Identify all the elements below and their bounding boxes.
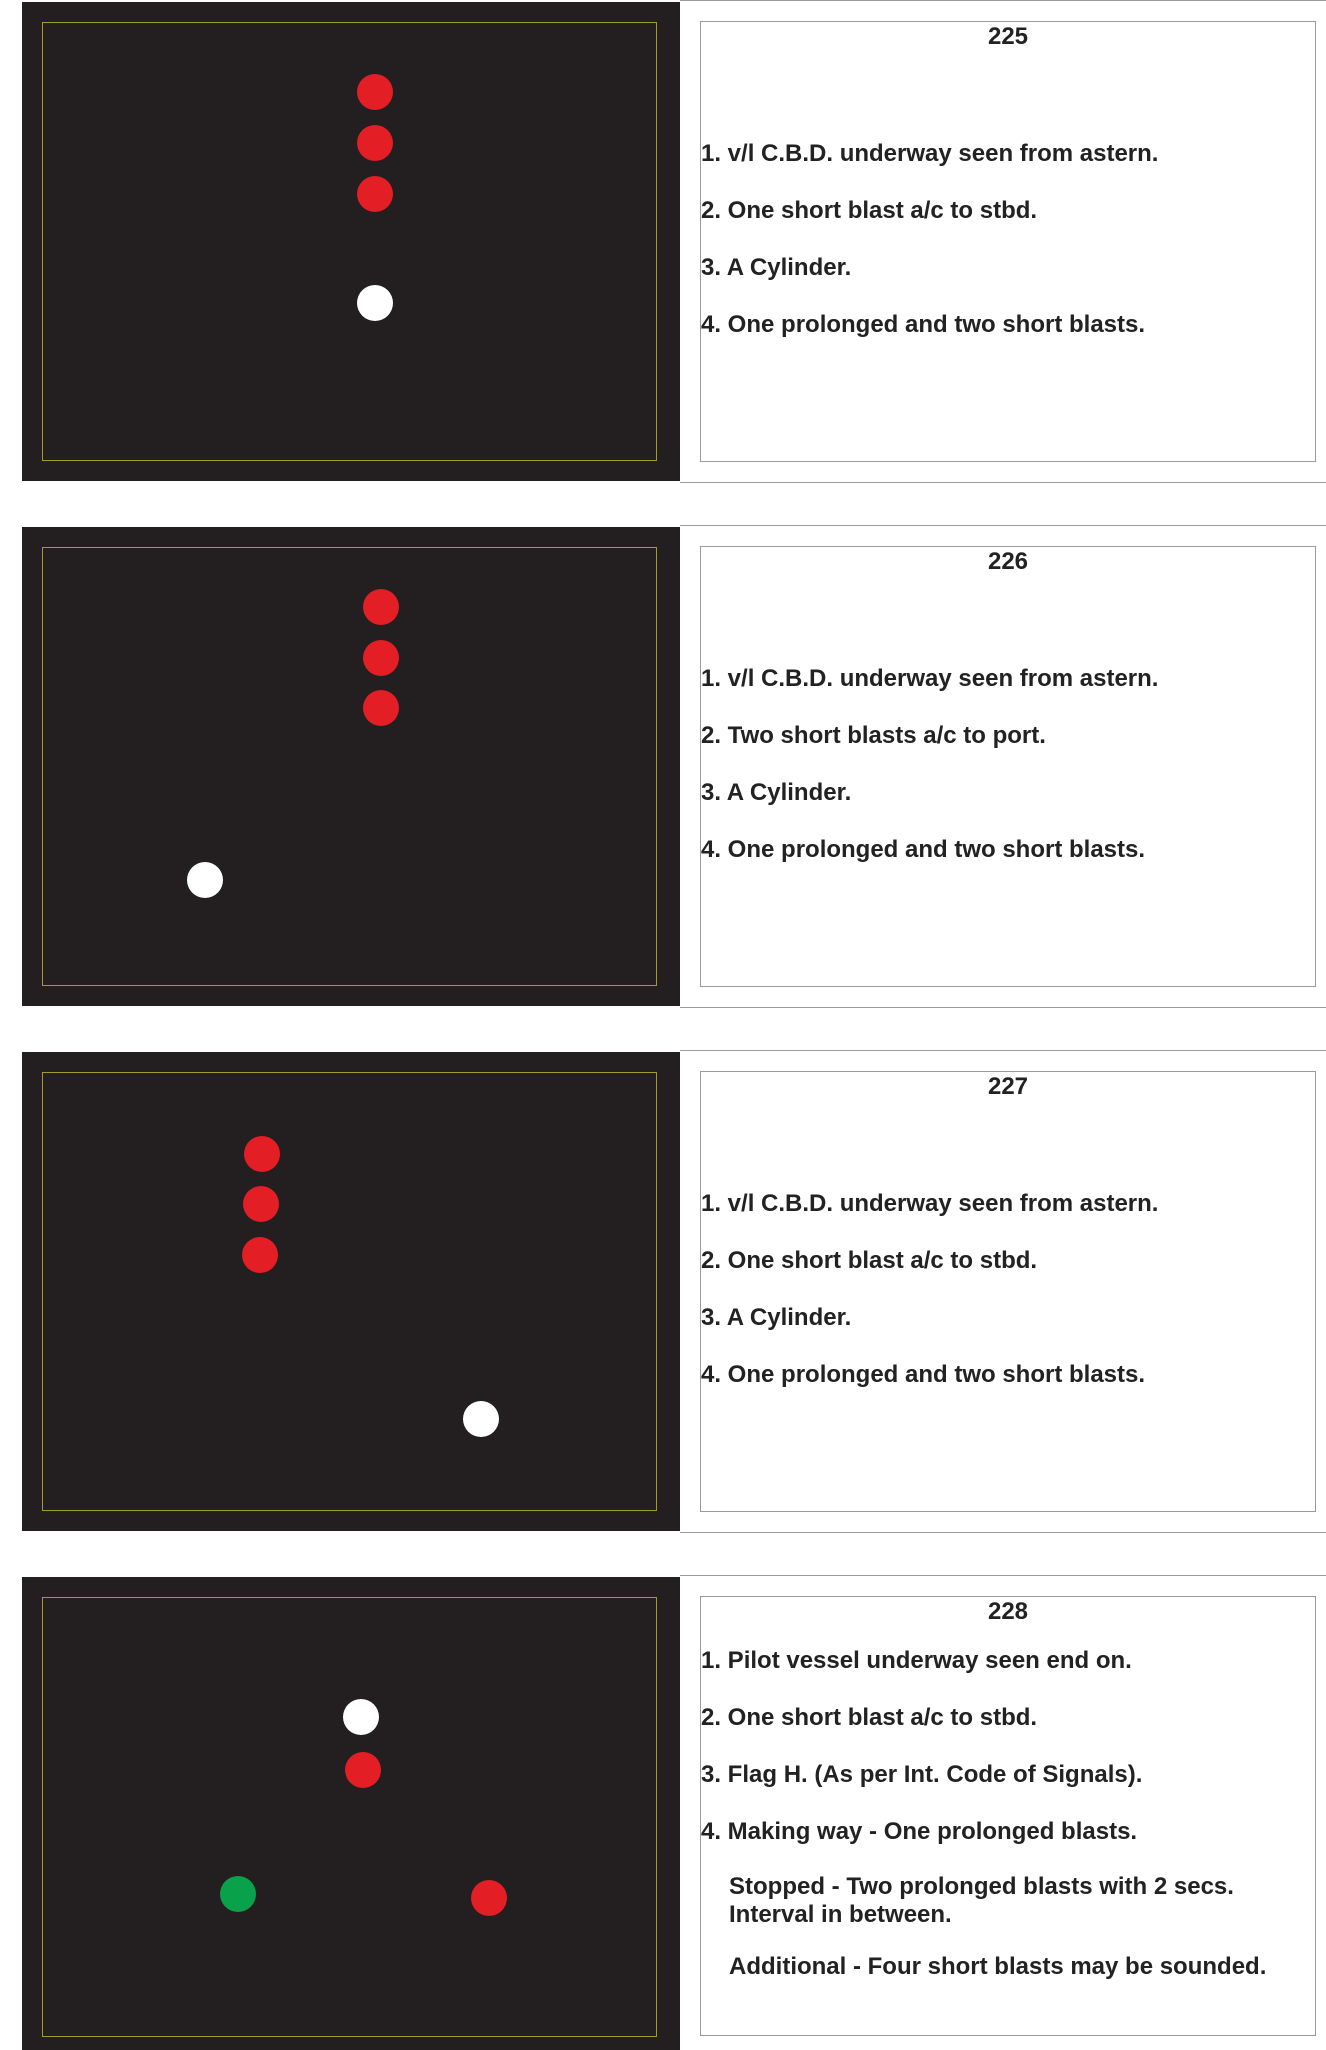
light-frame [42, 1072, 657, 1511]
answer-item: 3. Flag H. (As per Int. Code of Signals). [701, 1761, 1143, 1788]
answer-item: 1. v/l C.B.D. underway seen from astern. [701, 140, 1159, 167]
answer-list [701, 140, 1315, 368]
light-frame [42, 22, 657, 461]
red-light [244, 1136, 280, 1172]
red-light [345, 1752, 381, 1788]
card-226 [22, 525, 1326, 1008]
card-number: 228 [987, 1598, 1029, 1625]
answer-item: 2. One short blast a/c to stbd. [701, 1704, 1038, 1731]
answer-box [700, 546, 1316, 987]
red-light [363, 589, 399, 625]
card-225 [22, 0, 1326, 483]
light-panel [22, 527, 680, 1006]
answer-item: 4. One prolonged and two short blasts. [701, 1361, 1146, 1388]
red-light [357, 176, 393, 212]
white-light [463, 1401, 499, 1437]
red-light [363, 690, 399, 726]
red-light [243, 1186, 279, 1222]
answer-item: 4. Making way - One prolonged blasts. [701, 1818, 1138, 1845]
answer-box [700, 21, 1316, 462]
text-panel [680, 1575, 1326, 2048]
answer-extra: Additional - Four short blasts may be sounded. [729, 1953, 1267, 1980]
white-light [357, 285, 393, 321]
red-light [357, 74, 393, 110]
card-number: 225 [987, 23, 1029, 50]
answer-list [701, 665, 1315, 893]
answer-item: 3. A Cylinder. [701, 1304, 852, 1331]
answer-item: 2. One short blast a/c to stbd. [701, 197, 1038, 224]
red-light [357, 125, 393, 161]
answer-list [701, 1190, 1315, 1418]
red-light [363, 640, 399, 676]
text-panel [680, 525, 1326, 1008]
answer-item: 1. v/l C.B.D. underway seen from astern. [701, 1190, 1159, 1217]
light-panel [22, 2, 680, 481]
answer-item: 2. Two short blasts a/c to port. [701, 722, 1046, 749]
card-227 [22, 1050, 1326, 1533]
answer-item: 1. v/l C.B.D. underway seen from astern. [701, 665, 1159, 692]
white-light [187, 862, 223, 898]
answer-box [700, 1596, 1316, 2036]
card-number: 226 [987, 548, 1029, 575]
answer-item: 4. One prolonged and two short blasts. [701, 836, 1146, 863]
answer-list [701, 1647, 1315, 2007]
card-number: 227 [987, 1073, 1029, 1100]
text-panel [680, 1050, 1326, 1533]
light-panel [22, 1052, 680, 1531]
answer-extra: Stopped - Two prolonged blasts with 2 secs. Interval in between. [729, 1873, 1234, 1928]
card-228 [22, 1575, 1326, 2048]
answer-item: 3. A Cylinder. [701, 254, 852, 281]
answer-item: 3. A Cylinder. [701, 779, 852, 806]
light-frame [42, 1597, 657, 2037]
text-panel [680, 0, 1326, 483]
light-panel [22, 1577, 680, 2050]
answer-item: 4. One prolonged and two short blasts. [701, 311, 1146, 338]
answer-box [700, 1071, 1316, 1512]
red-light [242, 1237, 278, 1273]
answer-item: 2. One short blast a/c to stbd. [701, 1247, 1038, 1274]
white-light [343, 1699, 379, 1735]
light-frame [42, 547, 657, 986]
answer-item: 1. Pilot vessel underway seen end on. [701, 1647, 1132, 1674]
green-light [220, 1876, 256, 1912]
red-light [471, 1880, 507, 1916]
